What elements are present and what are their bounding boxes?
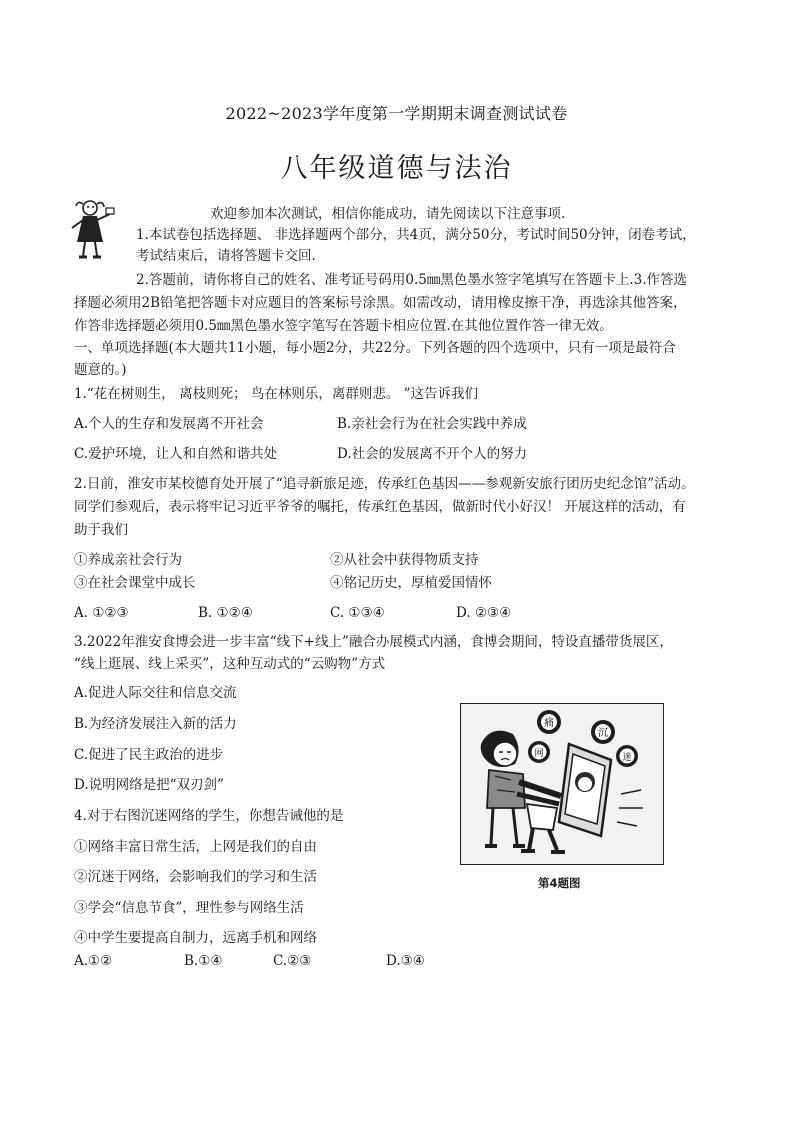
section-heading-line-1: 一、单项选择题(本大题共11小题，每小题2分，共22分。下列各题的四个选项中，只有一项是最符合 xyxy=(74,340,676,356)
q4-cartoon-figure xyxy=(460,703,664,865)
q2-item-2: ②从社会中获得物质支持 xyxy=(330,552,479,568)
q2-stem-line-3: 助于我们 xyxy=(74,522,128,538)
q3-stem-line-2: “线上逛展、线上采买”，这种互动式的“云购物”方式 xyxy=(74,656,386,672)
section-heading-line-2: 题意的。) xyxy=(74,362,127,378)
welcome-text: 欢迎参加本次测试，相信你能成功，请先阅读以下注意事项. xyxy=(210,206,566,222)
q4-item-1: ①网络丰富日常生活，上网是我们的自由 xyxy=(74,839,317,855)
q2-option-a: A. ①②③ xyxy=(74,605,129,621)
q1-option-b: B.亲社会行为在社会实践中养成 xyxy=(337,416,527,432)
bubble-label-3: 网 xyxy=(534,749,544,759)
q2-stem-line-2: 同学们参观后，表示将牢记习近平爷爷的嘱托，传承红色基因，做新时代小好汉！ 开展这样的活动，有 xyxy=(74,499,686,515)
instruction-1-line-2: 考试结束后，请将答题卡交回. xyxy=(136,248,316,264)
q4-item-3: ③学会“信息节食”，理性参与网络生活 xyxy=(74,900,304,916)
q1-option-a: A.个人的生存和发展离不开社会 xyxy=(74,416,264,432)
q4-item-4: ④中学生要提高自制力，远离手机和网络 xyxy=(74,930,317,946)
q3-option-c: C.促进了民主政治的进步 xyxy=(74,747,224,763)
instruction-1-line-1: 1.本试卷包括选择题、 非选择题两个部分，共4页，满分50分，考试时间50分钟，闭卷考试， xyxy=(136,227,696,243)
q1-option-d: D.社会的发展离不开个人的努力 xyxy=(337,446,528,462)
q2-item-1: ①养成亲社会行为 xyxy=(74,552,182,568)
subject-title: 八年级道德与法治 xyxy=(280,153,513,184)
q2-option-c: C. ①③④ xyxy=(330,605,385,621)
instruction-2-line-2: 择题必须用2B铅笔把答题卡对应题目的答案标号涂黑。如需改动，请用橡皮擦干净，再选涂其他答案， xyxy=(74,295,687,311)
internet-addiction-cartoon-icon xyxy=(461,704,664,865)
q4-option-c: C.②③ xyxy=(273,953,312,969)
q3-option-d: D.说明网络是把“双刃剑” xyxy=(74,777,224,793)
bubble-label-2: 沉 xyxy=(598,728,608,739)
q2-stem-line-1: 2.日前，淮安市某校德育处开展了“追寻新旅足迹，传承红色基因——参观新安旅行团历史纪念馆”活动。 xyxy=(74,476,695,492)
q3-stem-line-1: 3.2022年淮安食博会进一步丰富“线下+线上”融合办展模式内涵，食博会期间，特设直播带货展区， xyxy=(74,634,673,650)
bubble-label-4: 迷 xyxy=(622,753,632,763)
bubble-label-1: 痛 xyxy=(544,718,554,729)
q2-option-d: D. ②③④ xyxy=(456,605,512,621)
q1-option-c: C.爱护环境，让人和自然和谐共处 xyxy=(74,446,278,462)
instruction-2-line-1: 2.答题前，请你将自己的姓名、准考证号码用0.5㎜黑色墨水签字笔填写在答题卡上.3.作答选 xyxy=(136,272,688,288)
q2-item-4: ④铭记历史，厚植爱国情怀 xyxy=(330,575,492,591)
q4-figure-caption: 第4题图 xyxy=(538,876,581,890)
q1-stem: 1.“花在树则生， 离枝则死； 鸟在林则乐，离群则悲。 ”这告诉我们 xyxy=(74,386,479,402)
q3-option-b: B.为经济发展注入新的活力 xyxy=(74,716,237,732)
q2-option-b: B. ①②④ xyxy=(198,605,253,621)
q2-item-3: ③在社会课堂中成长 xyxy=(74,575,196,591)
student-mascot-icon xyxy=(70,198,116,264)
q4-option-a: A.①② xyxy=(74,953,113,969)
q4-stem: 4.对于右图沉迷网络的学生，你想告诫他的是 xyxy=(74,808,344,824)
q4-item-2: ②沉迷于网络，会影响我们的学习和生活 xyxy=(74,869,317,885)
q3-option-a: A.促进人际交往和信息交流 xyxy=(74,685,237,701)
q4-option-b: B.①④ xyxy=(184,953,223,969)
q4-option-d: D.③④ xyxy=(386,953,425,969)
exam-title: 2022~2023学年度第一学期期末调查测试试卷 xyxy=(225,104,568,123)
instruction-2-line-3: 作答非选择题必须用0.5㎜黑色墨水签字笔写在答题卡相应位置.在其他位置作答一律无效。 xyxy=(74,318,613,334)
